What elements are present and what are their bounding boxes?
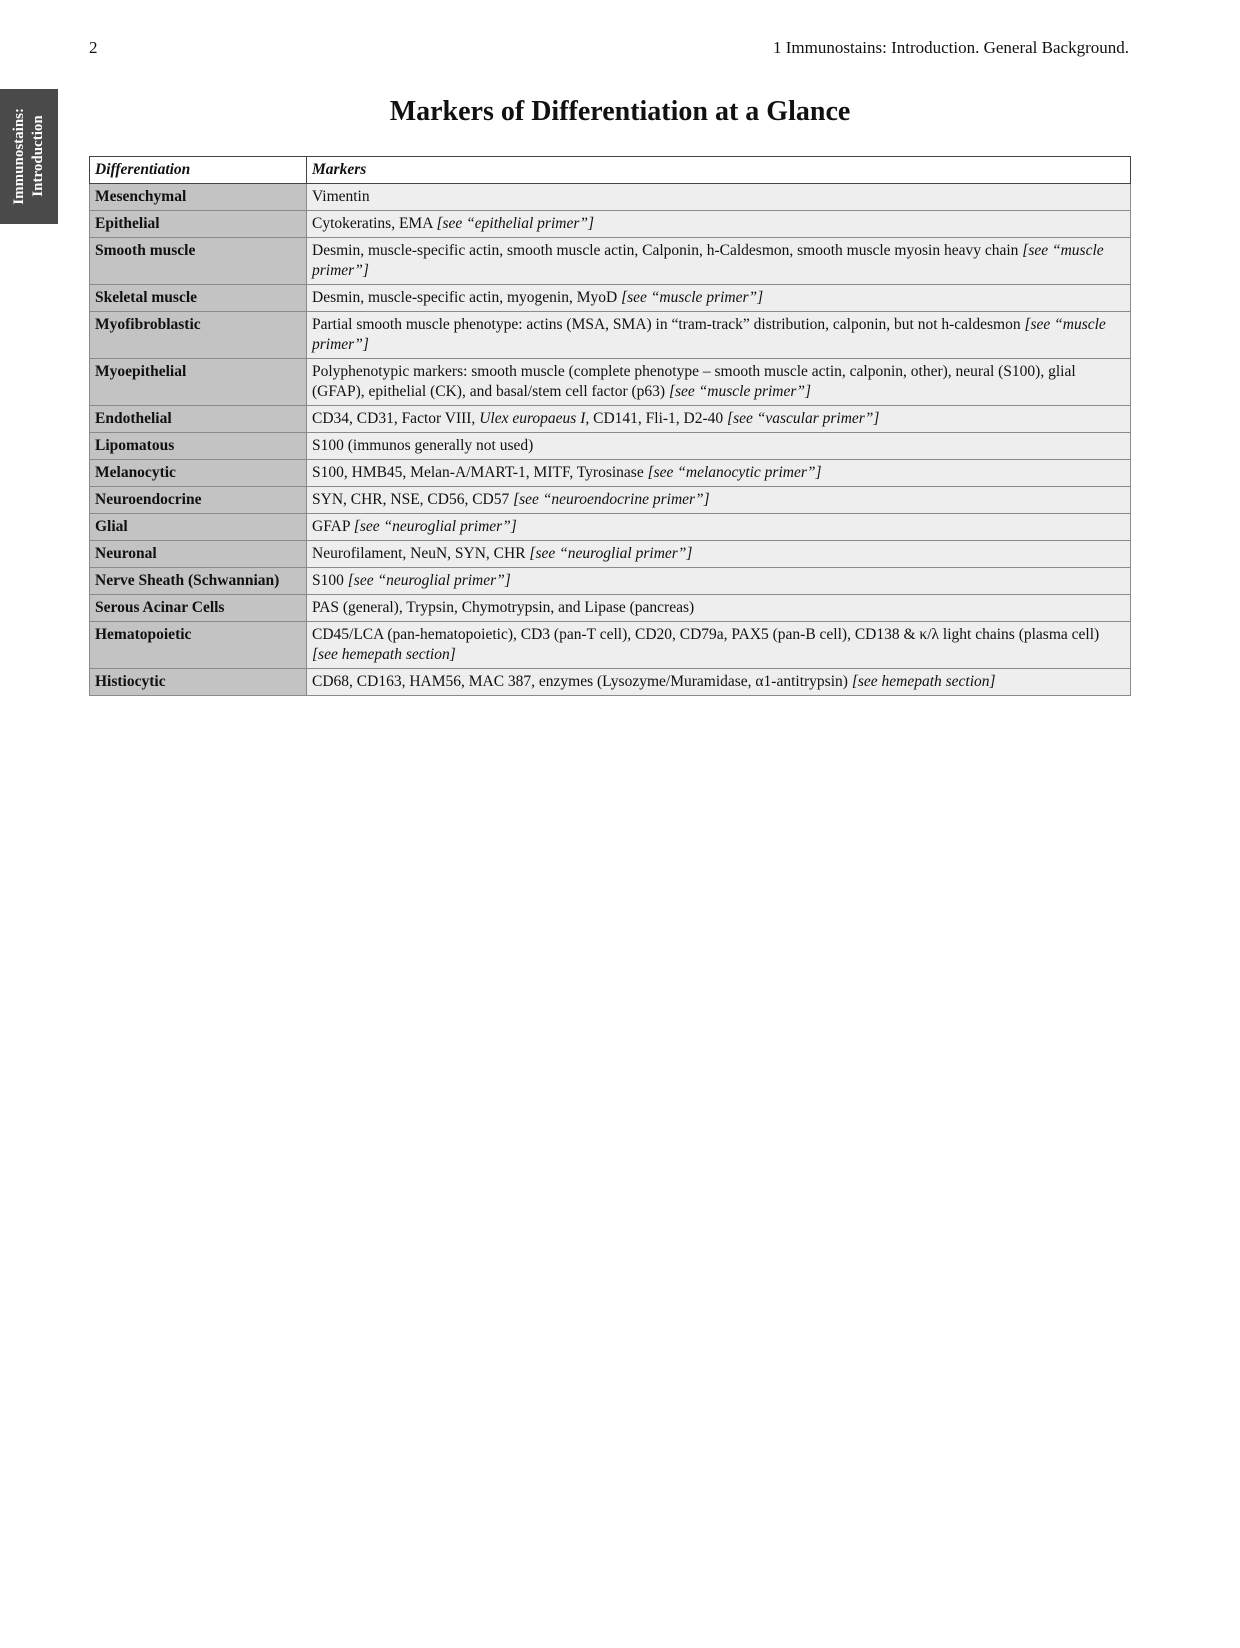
table-row — [90, 514, 1131, 541]
table-row — [90, 433, 1131, 460]
markers-cell — [307, 460, 1131, 487]
markers-cell — [307, 568, 1131, 595]
table-row — [90, 406, 1131, 433]
primer-reference: [see “epithelial primer”] — [436, 215, 595, 232]
side-tab-line-1: Immunostains: — [11, 108, 27, 205]
markers-cell — [307, 285, 1131, 312]
markers-cell — [307, 514, 1131, 541]
differentiation-cell: Neuroendocrine — [90, 487, 307, 514]
primer-reference: [see “muscle primer”] — [312, 316, 1106, 353]
markers-cell — [307, 433, 1131, 460]
differentiation-cell: Lipomatous — [90, 433, 307, 460]
markers-text: CD141, Fli-1, D2-40 — [589, 410, 728, 427]
differentiation-cell: Skeletal muscle — [90, 285, 307, 312]
primer-reference: [see “neuroglial primer”] — [347, 572, 511, 589]
table-header-row — [90, 157, 1131, 184]
primer-reference: [see “vascular primer”] — [727, 410, 880, 427]
markers-cell — [307, 595, 1131, 622]
table-row — [90, 669, 1131, 696]
differentiation-cell: Serous Acinar Cells — [90, 595, 307, 622]
table-row — [90, 460, 1131, 487]
markers-text: Desmin, muscle-specific actin, myogenin, MyoD — [312, 289, 622, 306]
primer-reference: [see “neuroglial primer”] — [353, 518, 517, 535]
table-row — [90, 184, 1131, 211]
markers-cell — [307, 406, 1131, 433]
differentiation-cell: Smooth muscle — [90, 238, 307, 285]
markers-cell — [307, 487, 1131, 514]
side-tab-line-2: Introduction — [30, 115, 46, 198]
primer-reference: [see “neuroglial primer”] — [529, 545, 693, 562]
page-title: Markers of Differentiation at a Glance — [389, 96, 851, 127]
primer-reference: [see hemepath section] — [851, 673, 996, 690]
markers-text: Cytokeratins, EMA — [312, 215, 437, 232]
primer-reference: [see “muscle primer”] — [621, 289, 764, 306]
differentiation-cell: Hematopoietic — [90, 622, 307, 669]
differentiation-cell: Epithelial — [90, 211, 307, 238]
markers-cell — [307, 312, 1131, 359]
markers-text: S100, HMB45, Melan-A/MART-1, MITF, Tyrosinase — [312, 464, 648, 481]
markers-cell — [307, 622, 1131, 669]
differentiation-cell: Nerve Sheath (Schwannian) — [90, 568, 307, 595]
markers-table — [89, 156, 1131, 696]
table-row — [90, 312, 1131, 359]
markers-text: Desmin, muscle-specific actin, smooth muscle actin, Calponin, h-Caldesmon, smooth muscle myosin heavy chain — [312, 242, 1023, 259]
markers-text: CD68, CD163, HAM56, MAC 387, enzymes (Lysozyme/Muramidase, α1-antitrypsin) — [312, 673, 852, 690]
markers-text: GFAP — [312, 518, 354, 535]
differentiation-cell: Myofibroblastic — [90, 312, 307, 359]
species-name: Ulex europaeus I, — [479, 410, 590, 427]
differentiation-cell: Glial — [90, 514, 307, 541]
table-row — [90, 595, 1131, 622]
column-header-markers: Markers — [307, 157, 1131, 184]
table-row — [90, 238, 1131, 285]
markers-text: SYN, CHR, NSE, CD56, CD57 — [312, 491, 514, 508]
table-row — [90, 285, 1131, 312]
primer-reference: [see “muscle primer”] — [312, 242, 1104, 279]
primer-reference: [see “melanocytic primer”] — [647, 464, 822, 481]
primer-reference: [see “neuroendocrine primer”] — [513, 491, 710, 508]
markers-cell — [307, 211, 1131, 238]
markers-text: Partial smooth muscle phenotype: actins (MSA, SMA) in “tram-track” distribution, calponin, but not h-caldesmon — [312, 316, 1025, 333]
table-row — [90, 541, 1131, 568]
page-number: 2 — [89, 38, 98, 57]
table-row — [90, 211, 1131, 238]
differentiation-cell: Mesenchymal — [90, 184, 307, 211]
markers-text: CD45/LCA (pan-hematopoietic), CD3 (pan-T cell), CD20, CD79a, PAX5 (pan-B cell), CD138 & κ/λ light chains (plasma cell) — [312, 626, 1100, 643]
differentiation-cell: Neuronal — [90, 541, 307, 568]
markers-cell — [307, 541, 1131, 568]
markers-text: Vimentin — [312, 188, 370, 205]
running-head: 1 Immunostains: Introduction. General Background. — [773, 38, 1129, 57]
primer-reference: [see hemepath section] — [312, 646, 456, 663]
differentiation-cell: Myoepithelial — [90, 359, 307, 406]
markers-text: PAS (general), Trypsin, Chymotrypsin, and Lipase (pancreas) — [312, 599, 695, 616]
table-row — [90, 487, 1131, 514]
table-row — [90, 622, 1131, 669]
markers-cell — [307, 669, 1131, 696]
markers-text-pre: CD34, CD31, Factor VIII, — [312, 410, 480, 427]
differentiation-cell: Endothelial — [90, 406, 307, 433]
markers-text: Neurofilament, NeuN, SYN, CHR — [312, 545, 530, 562]
differentiation-cell: Histiocytic — [90, 669, 307, 696]
differentiation-cell: Melanocytic — [90, 460, 307, 487]
primer-reference: [see “muscle primer”] — [668, 383, 812, 400]
column-header-differentiation: Differentiation — [90, 157, 307, 184]
markers-text: Polyphenotypic markers: smooth muscle (complete phenotype – smooth muscle actin, calponin, other), neural (S100), glial (GFAP), epithelial (CK), and basal/stem cell factor (p63) — [312, 363, 1076, 400]
table-row — [90, 568, 1131, 595]
markers-cell — [307, 184, 1131, 211]
markers-cell — [307, 359, 1131, 406]
markers-text: S100 (immunos generally not used) — [312, 437, 534, 454]
markers-text: S100 — [312, 572, 348, 589]
table-row — [90, 359, 1131, 406]
markers-cell — [307, 238, 1131, 285]
